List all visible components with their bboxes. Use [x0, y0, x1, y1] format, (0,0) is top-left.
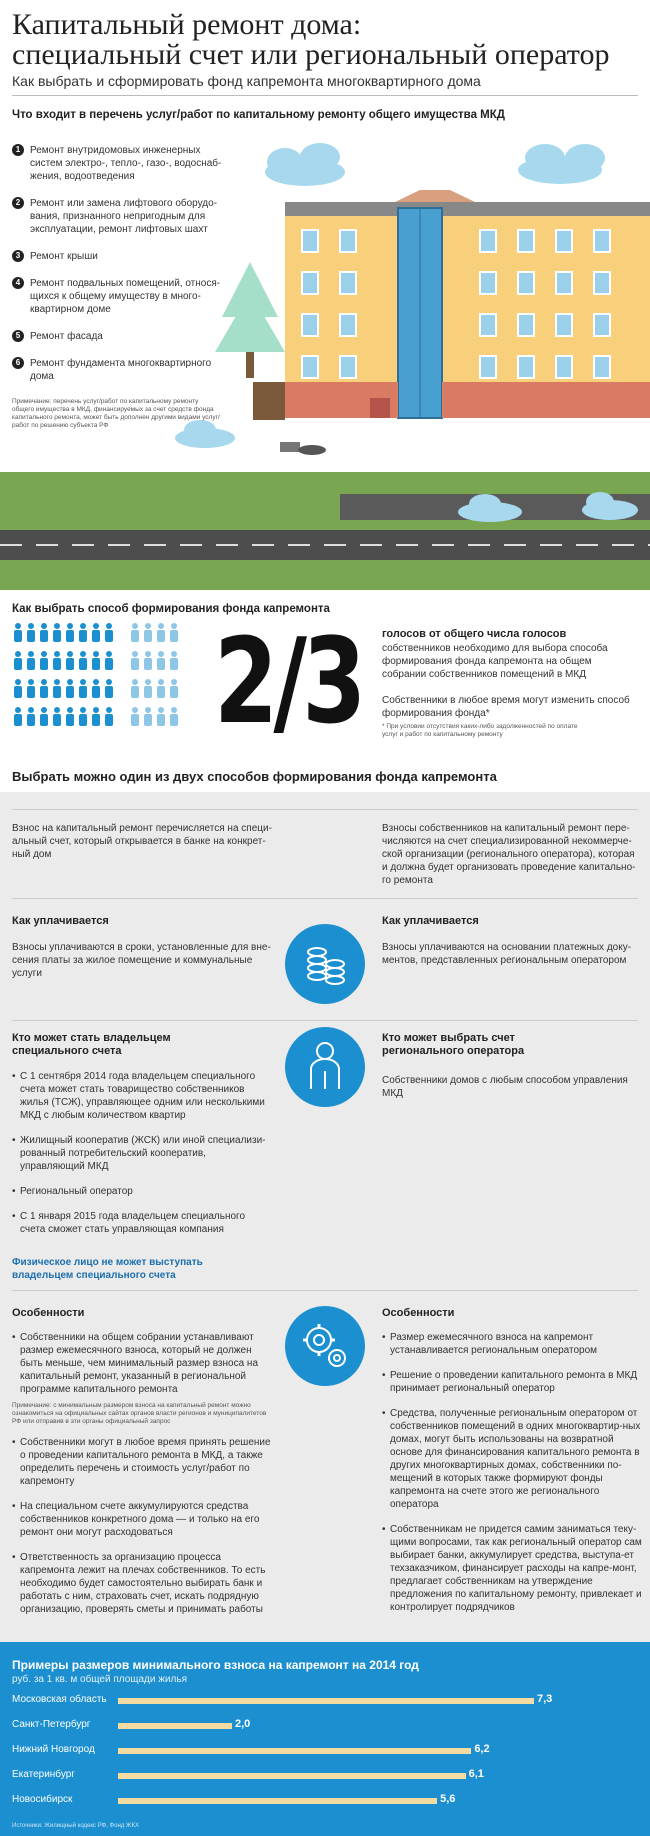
person-icon: [144, 679, 152, 698]
person-icon: [131, 679, 139, 698]
person-icon: [66, 679, 74, 698]
person-icon: [92, 623, 100, 642]
pay-heading-left: Как уплачивается: [12, 915, 109, 927]
person-icon: [14, 623, 22, 642]
list-item: • Региональный оператор: [12, 1185, 272, 1198]
person-icon: [40, 623, 48, 642]
list-item: 4 Ремонт подвальных помещений, относя-щихся к общему имуществу в много-квартирном доме: [12, 277, 226, 316]
pay-heading-right: Как уплачивается: [382, 915, 479, 927]
person-icon: [131, 651, 139, 670]
works-list: [12, 144, 226, 397]
person-icon: [40, 651, 48, 670]
person-icon: [27, 707, 35, 726]
person-icon: [157, 623, 165, 642]
compare-heading: Выбрать можно один из двух способов формирования фонда капремонта: [12, 769, 497, 784]
list-item: 2 Ремонт или замена лифтового оборудо-вания, признанного непригодным для эксплуатации, ремонт лифтовых шахт: [12, 197, 226, 236]
person-icon: [157, 707, 165, 726]
person-icon: [53, 623, 61, 642]
person-icon: [27, 623, 35, 642]
person-icon: [105, 707, 113, 726]
person-icon: [27, 651, 35, 670]
person-icon: [92, 707, 100, 726]
right-pay: Взносы уплачиваются на основании платежных доку-ментов, представленных региональным оператором: [382, 942, 632, 966]
feat-left-list: [12, 1331, 277, 1628]
person-icon: [53, 651, 61, 670]
person-icon: [170, 651, 178, 670]
person-icon: [79, 651, 87, 670]
works-heading: Что входит в перечень услуг/работ по капитальному ремонту общего имущества МКД: [12, 109, 505, 121]
votes-change: Собственники в любое время могут изменить способ формирования фонда*: [382, 695, 630, 719]
list-item: 3 Ремонт крыши: [12, 250, 226, 263]
bar: [118, 1748, 471, 1754]
owner-warning: Физическое лицо не может выступать владельцем специального счета: [12, 1257, 203, 1281]
person-icon: [131, 707, 139, 726]
owner-left-heading: Кто может стать владельцем специального счета: [12, 1032, 171, 1057]
person-icon: [53, 707, 61, 726]
chart-subtitle: руб. за 1 кв. м общей площади жилья: [12, 1674, 187, 1685]
coins-icon: [285, 924, 365, 1004]
votes-title: голосов от общего числа голосов: [382, 628, 567, 640]
person-icon: [92, 679, 100, 698]
page-title: Капитальный ремонт дома: специальный счет или региональный оператор: [12, 8, 610, 71]
category-label: Новосибирск: [12, 1794, 73, 1805]
data-label: 2,0: [234, 1718, 251, 1730]
list-item: • Решение о проведении капитального ремонта в МКД принимает региональный оператор: [382, 1369, 644, 1395]
feat-heading-right: Особенности: [382, 1307, 455, 1319]
owner-right-heading: Кто может выбрать счет регионального оператора: [382, 1032, 525, 1057]
person-icon: [285, 1027, 365, 1107]
votes-text: собственников необходимо для выбора способа формирования фонда капремонта на общем собрании собственников помещений в МКД: [382, 643, 608, 680]
votes-heading: Как выбрать способ формирования фонда капремонта: [12, 603, 330, 615]
gears-icon: [285, 1306, 365, 1386]
list-item: • Собственники на общем собрании устанавливают размер ежемесячного взноса, который не должен быть меньше, чем минимальный размер взноса на капитальный ремонт, указанный в региональной программе капитального ремонта: [12, 1331, 277, 1396]
list-item: • С 1 января 2015 года владельцем специального счета сможет стать управляющая компания: [12, 1210, 272, 1236]
list-item: 1 Ремонт внутридомовых инженерных систем электро-, тепло-, газо-, водоснаб-жения, водоотведения: [12, 144, 226, 183]
owner-left-list: [12, 1070, 272, 1248]
person-icon: [170, 679, 178, 698]
data-label: 7,3: [537, 1693, 553, 1705]
person-icon: [144, 707, 152, 726]
person-icon: [170, 623, 178, 642]
category-label: Нижний Новгород: [12, 1744, 95, 1755]
divider: [12, 95, 638, 96]
list-item: • На специальном счете аккумулируются средства собственников конкретного дома — и только на его ремонт они могут расходоваться: [12, 1500, 277, 1539]
person-icon: [157, 679, 165, 698]
person-icon: [40, 707, 48, 726]
list-item: • Средства, полученные региональным оператором от собственников помещений в одних многоквартир-ных домах, могут быть использованы на возвратной основе для финансирования капитального ремонта в других многоквартирных домах, собственники по-мещений в которых также формируют фонды капремонта на счете этого же регионального оператора: [382, 1407, 644, 1511]
person-icon: [131, 623, 139, 642]
person-icon: [92, 651, 100, 670]
person-icon: [79, 679, 87, 698]
person-icon: [144, 651, 152, 670]
owner-right-text: Собственники домов с любым способом управления МКД: [382, 1075, 628, 1099]
list-item: • С 1 сентября 2014 года владельцем специального счета может стать товарищество собственников жилья (ТСЖ), управляющее одним или несколькими МКД с любым количеством квартир: [12, 1070, 272, 1122]
feat-right-list: [382, 1331, 644, 1626]
bar: [118, 1698, 534, 1704]
left-intro: Взнос на капитальный ремонт перечисляется на специ-альный счет, который открывается в банке на конкрет-ный дом: [12, 823, 272, 860]
vote-fraction: 2/3: [214, 612, 362, 750]
data-label: 5,6: [440, 1793, 456, 1805]
list-item: • Собственникам не придется самим заниматься теку-щими вопросами, так как региональный оператор сам выбирает банки, аккумулирует средства, выступа-ет техзаказчиком, финансирует расходы на капре-монт, предлагает собственникам на утверждение предложения по капитальному ремонту, привлекает и контролирует подрядчиков: [382, 1523, 644, 1614]
person-icon: [27, 679, 35, 698]
list-item: • Жилищный кооператив (ЖСК) или иной специализи-рованный потребительский кооператив, управляющий МКД: [12, 1134, 272, 1173]
person-icon: [14, 651, 22, 670]
list-item: 6 Ремонт фундамента многоквартирного дома: [12, 357, 226, 383]
votes-footnote: * При условии отсутствия каких-либо задолженностей по оплате услуг и работ по капитальному ремонту: [382, 723, 578, 738]
feat-left-note: Примечание: с минимальным размером взноса на капитальный ремонт можно ознакомиться на официальных сайтах органов власти регионов и муниципалитетов РФ или отправив в эти органы официальный запрос: [12, 1402, 267, 1425]
person-icon: [66, 651, 74, 670]
page-subtitle: Как выбрать и сформировать фонд капремонта многоквартирного дома: [12, 73, 481, 89]
list-item: • Ответственность за организацию процесса капремонта лежит на плечах собственников. То есть необходимо будет самостоятельно выбирать банк и работать с ним, страховать счет, искать подрядную организацию, проверять сметы и принимать работы: [12, 1551, 277, 1616]
bar: [118, 1798, 437, 1804]
person-icon: [144, 623, 152, 642]
person-icon: [14, 707, 22, 726]
person-icon: [79, 623, 87, 642]
category-label: Санкт-Петербург: [12, 1719, 91, 1730]
feat-heading-left: Особенности: [12, 1307, 85, 1319]
chart-source: Источники: Жилищный кодекс РФ, Фонд ЖКХ: [12, 1823, 139, 1829]
person-icon: [79, 707, 87, 726]
person-icon: [105, 679, 113, 698]
list-item: 5 Ремонт фасада: [12, 330, 226, 343]
person-icon: [157, 651, 165, 670]
person-icon: [53, 679, 61, 698]
list-item: • Собственники могут в любое время принять решение о проведении капитального ремонта в МКД, а также определить перечень и стоимость услуг/работ по капремонту: [12, 1436, 277, 1488]
bar: [118, 1723, 232, 1729]
category-label: Московская область: [12, 1694, 107, 1705]
data-label: 6,2: [474, 1743, 490, 1755]
bar: [118, 1773, 466, 1779]
left-pay: Взносы уплачиваются в сроки, установленные для вне-сения платы за жилое помещение и коммунальные услуги: [12, 942, 271, 979]
person-icon: [66, 623, 74, 642]
person-icon: [66, 707, 74, 726]
person-icon: [105, 651, 113, 670]
works-note: Примечание: перечень услуг/работ по капитальному ремонту общего имущества в МКД, финансируемых за счет средств фонда капитального ремонта, может быть дополнен другими видами услуг/работ по решению субъекта РФ: [12, 398, 220, 429]
person-icon: [170, 707, 178, 726]
person-icon: [105, 623, 113, 642]
list-item: • Размер ежемесячного взноса на капремонт устанавливается региональным оператором: [382, 1331, 644, 1357]
chart-title: Примеры размеров минимального взноса на капремонт на 2014 год: [12, 1658, 419, 1672]
person-icon: [40, 679, 48, 698]
right-intro: Взносы собственников на капитальный ремонт пере-числяются на счет специализированной некоммерче-ской организации (регионального оператора), которая и должна будет организовать проведение капитально-го ремонта: [382, 823, 636, 886]
person-icon: [14, 679, 22, 698]
category-label: Екатеринбург: [12, 1769, 75, 1780]
people-icon-grid: [12, 620, 187, 735]
data-label: 6,1: [468, 1768, 484, 1780]
